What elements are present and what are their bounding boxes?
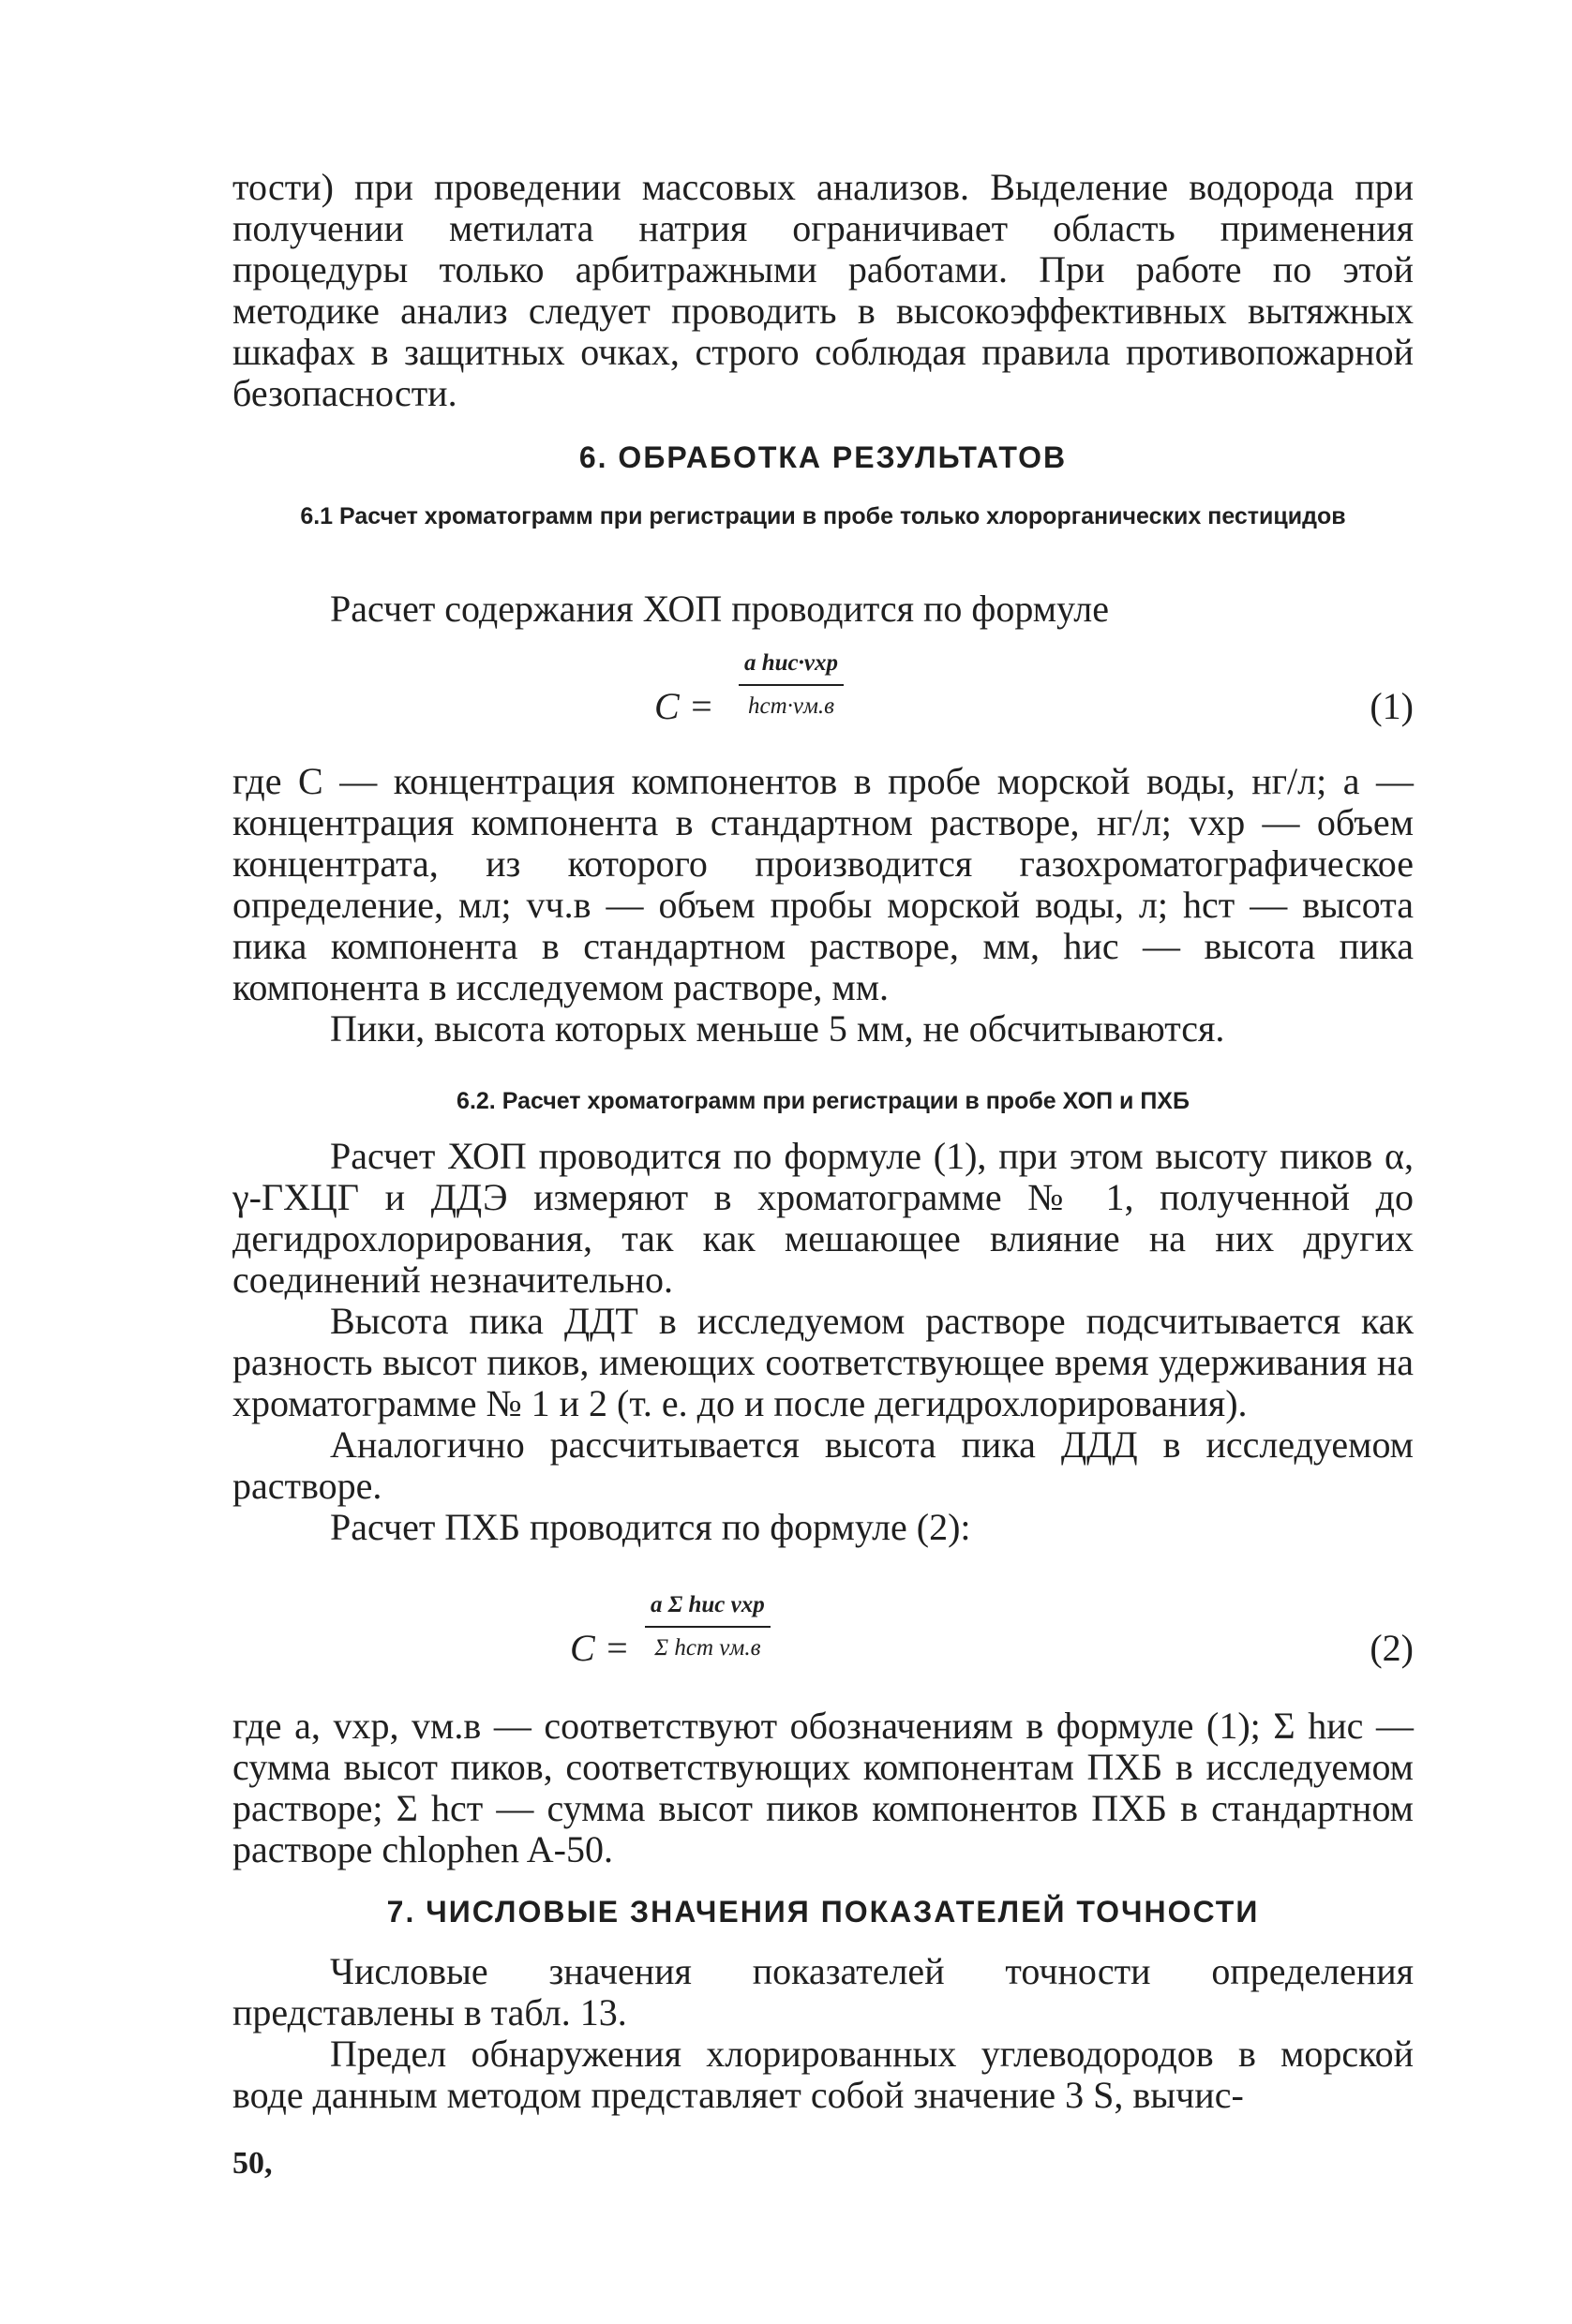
formula-2-fraction: [645, 1588, 771, 1665]
section-6-2-block: [232, 1136, 1414, 1548]
formula-1-numerator: a hис·vхр: [744, 650, 838, 676]
formula-1-intro: Расчет содержания ХОП проводится по формуле: [330, 588, 1109, 630]
section-6-2-paragraph-1: Расчет ХОП проводится по формуле (1), при этом высоту пиков α, γ-ГХЦГ и ДДЭ измеряют в хроматограмме № 1, полученной до дегидрохлорирования, так как мешающее влияние на них других соединений незначительно.: [232, 1135, 1414, 1301]
page-number: 50,: [232, 2146, 273, 2181]
section-7-paragraph-1: Числовые значения показателей точности определения представлены в табл. 13.: [232, 1950, 1414, 2034]
section-7-heading: 7. ЧИСЛОВЫЕ ЗНАЧЕНИЯ ПОКАЗАТЕЛЕЙ ТОЧНОСТИ: [386, 1895, 1260, 1929]
formula-2-definitions: где a, vхр, vм.в — соответствуют обозначениям в формуле (1); Σ hис — сумма высот пиков, соответствующих компонентам ПХБ в исследуемом растворе; Σ hст — сумма высот пиков компонентов ПХБ в стандартном растворе chlophen A-50.: [232, 1705, 1414, 1870]
intro-paragraph: тости) при проведении массовых анализов. Выделение водорода при получении метилата натрия ограничивает область применения процедуры только арбитражными работами. При работе по этой методике анализ следует проводить в высокоэффективных вытяжных шкафах в защитных очках, строго соблюдая правила противопожарной безопасности.: [232, 166, 1414, 414]
section-7-block: [232, 1951, 1414, 2116]
section-6-2-paragraph-2: Высота пика ДДТ в исследуемом растворе подсчитывается как разность высот пиков, имеющих соответствующее время удерживания на хроматограмме № 1 и 2 (т. е. до и после дегидрохлорирования).: [232, 1300, 1414, 1424]
section-6-1-heading: 6.1 Расчет хроматограмм при регистрации в пробе только хлорорганических пестицидов: [300, 503, 1346, 529]
formula-1-number: (1): [1370, 685, 1414, 727]
formula-2-numerator: a Σ hис vхр: [651, 1592, 765, 1617]
formula-1-fraction-bar: [739, 684, 844, 686]
section-6-2-heading: 6.2. Расчет хроматограмм при регистрации в пробе ХОП и ПХБ: [457, 1088, 1190, 1114]
formula-2-lhs: C =: [570, 1627, 630, 1669]
formula-2: [232, 1588, 1414, 1701]
intro-block: [232, 167, 1414, 414]
section-6-1-intro-block: [232, 588, 1414, 630]
formula-1-definitions: где C — концентрация компонентов в пробе морской воды, нг/л; a — концентрация компонента в стандартном растворе, нг/л; vхр — объем концентрата, из которого производится газохроматографическое определение, мл; vч.в — объем пробы морской воды, л; hст — высота пика компонента в стандартном растворе, мм, hис — высота пика компонента в исследуемом растворе, мм.: [232, 760, 1414, 1008]
formula-2-intro: Расчет ПХБ проводится по формуле (2):: [330, 1506, 971, 1548]
peak-threshold-note: Пики, высота которых меньше 5 мм, не обсчитываются.: [330, 1007, 1225, 1050]
formula-1: [232, 647, 1414, 759]
section-6-2-paragraph-3: Аналогично рассчитывается высота пика ДДД в исследуемом растворе.: [232, 1423, 1414, 1507]
formula-2-denominator: Σ hст vм.в: [654, 1635, 761, 1661]
formula-1-denominator: hст·vм.в: [747, 693, 835, 719]
formula-2-definitions-block: [232, 1706, 1414, 1870]
formula-2-fraction-bar: [645, 1626, 771, 1628]
formula-1-definitions-block: [232, 761, 1414, 1050]
formula-1-lhs: C =: [654, 685, 714, 727]
section-7-paragraph-2: Предел обнаружения хлорированных углеводородов в морской воде данным методом представляет собой значение 3 S, вычис-: [232, 2033, 1414, 2116]
section-6-heading: 6. ОБРАБОТКА РЕЗУЛЬТАТОВ: [578, 440, 1068, 474]
formula-2-number: (2): [1370, 1627, 1414, 1669]
formula-1-fraction: [739, 647, 844, 723]
